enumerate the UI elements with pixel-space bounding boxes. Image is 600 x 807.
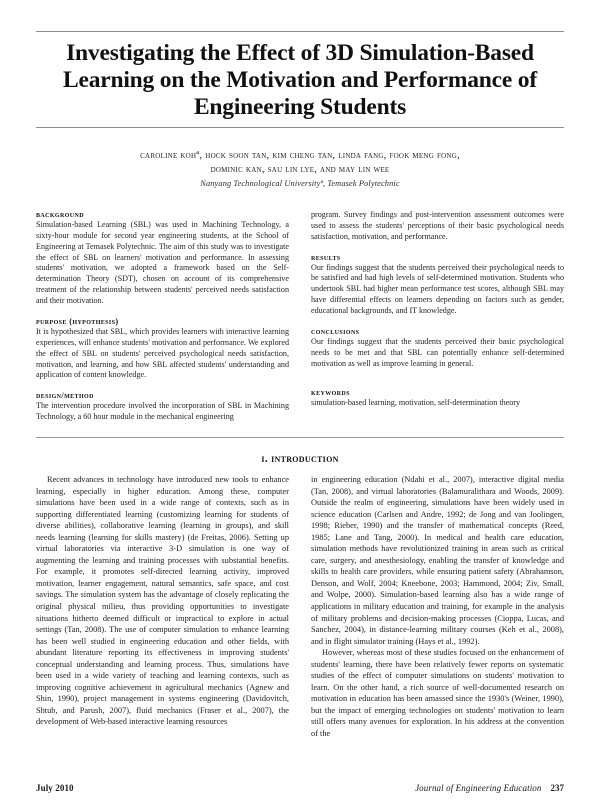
page-title: Investigating the Effect of 3D Simulation-Based Learning on the Motivation and Performance of Engineering Students xyxy=(62,40,537,120)
body-paragraph: However, whereas most of these studies focused on the enhancement of students' learning, there have been relatively fewer reports on systematic studies of the effect of computer simulations on students' motivation to learn. On the other hand, a rich source of well-documented research on motivation in education has been amassed since the 1930's (Weiner, 1990), but the impact of emerging technologies on students' motivation to learn still offers many avenues for exploration. In his address at the convention of the xyxy=(311,648,564,739)
abstract-text-background: Simulation-based Learning (SBL) was used in Machining Technology, a sixty-hour module for second year engineering students, at the School of Engineering at Temasek Polytechnic. The aim of this study was to investigate the effect of SBL on learners' motivation and performance. In assessing students' motivation, we adopted a framework based on the Self-determination Theory (SDT), chosen on account of its comprehensive treatment of the relationship between students' perceived needs satisfaction and their motivation. xyxy=(36,219,289,305)
body-column-left xyxy=(36,474,289,740)
footer-issue-date: July 2010 xyxy=(36,783,74,793)
title-bottom-rule xyxy=(36,127,564,128)
abstract-column-left xyxy=(36,210,289,423)
section-heading-introduction: i. introduction xyxy=(261,453,339,465)
abstract-heading-results: results xyxy=(311,252,341,262)
body-column-right xyxy=(311,474,564,740)
author-line-2: dominic kan, sau lin lye, and may lin wee xyxy=(210,164,390,176)
abstract-heading-purpose: purpose (hypothesis) xyxy=(36,316,119,326)
abstract-text-results: Our findings suggest that the students perceived their psychological needs to be satisfied and had high levels of self-determined motivation. Students who undertook SBL had higher mean performance test scores, although SBL may have differential effects on learners depending on factors such as gender, educational backgrounds, and IT knowledge. xyxy=(311,262,564,315)
author-line-1: caroline kohª, hock soon tan, kim cheng tan, linda fang, fook meng fong, xyxy=(140,150,460,162)
abstract-text-purpose: It is hypothesized that SBL, which provides learners with interactive learning experiences, will enhance students' motivation and performance. We explored the effect of SBL on students' perceived psychological needs satisfaction, motivation, and learning, and how SBL affected students' understanding and application of content knowledge. xyxy=(36,326,289,380)
abstract-heading-background: background xyxy=(36,209,85,219)
body-columns xyxy=(36,474,564,740)
affiliation-line: Nanyang Technological Universityª, Temasek Polytechnic xyxy=(200,178,400,188)
abstract-column-right xyxy=(311,210,564,423)
page-footer xyxy=(36,783,564,793)
body-paragraph: in engineering education (Ndahi et al., 2007), interactive digital media (Tan, 2008), and virtual laboratories (Balamuralithara and Woods, 2009). Outside the realm of engineering, simulations have been widely used in science education (Carlsen and Andre, 1992; de Jong and van Joolingen, 1998; Rieber, 1990) and the transfer of mathematical concepts (Reed, 1985; Lane and Tang, 2000). In medical and health care education, simulation methods have revolutionized training in areas such as critical care, surgery, and anesthesiology, enabling the transfer of knowledge and skills to health care providers, while ensuring patient safety (Abrahamson, Denson, and Wolf, 2004; Kneebone, 2003; Hammond, 2004; Ziv, Small, and Wolpe, 2000). Simulation-based learning also has a wide range of applications in military education and training, for example in the analysis of military problems and decision-making processes (Cioppa, Lucas, and Sanchez, 2004), in distance-learning military courses (Keh et al., 2008), and in flight simulator training (Hays et al., 1992). xyxy=(311,475,564,646)
footer-page-number: 237 xyxy=(550,783,564,793)
abstract-text-design-method: The intervention procedure involved the incorporation of SBL in Machining Technology, a 60 hour module in the mechanical engineering xyxy=(36,401,289,422)
top-rule xyxy=(36,31,564,32)
abstract-text-design-method-continued: program. Survey findings and post-intervention assessment outcomes were used to assess the students' perceptions of their basic psychological needs satisfaction, motivation, and performance. xyxy=(311,209,564,241)
paper-page xyxy=(0,31,600,807)
footer-journal-block xyxy=(415,783,564,793)
abstract-heading-design-method: design/method xyxy=(36,391,94,401)
abstract-heading-conclusions: conclusions xyxy=(311,326,360,336)
abstract-bottom-rule xyxy=(36,437,564,438)
abstract-text-conclusions: Our findings suggest that the students perceived their basic psychological needs to be met and that SBL can potentially enhance self-determined motivation as well as improve learning in general. xyxy=(311,336,564,368)
abstract-heading-keywords: keywords xyxy=(311,387,350,397)
abstract-text-keywords: simulation-based learning, motivation, self-determination theory xyxy=(311,397,521,407)
author-list xyxy=(36,149,564,177)
structured-abstract xyxy=(36,210,564,423)
body-paragraph: Recent advances in technology have introduced new tools to enhance learning, especially in higher education. Among these, computer simulations have been used in a wide range of contexts, such as in supporting differentiated learning (customizing learning for students of diverse abilities), collaborative learning (learning in groups), and skill needs learning (learning for skills mastery) (de Freitas, 2006). Setting up virtual laboratories via interactive 3-D simulation is one way of augmenting the learning and training processes with substantial benefits. For example, it promotes self-directed learning activity, improved motivation, learner engagement, natural semantics, safe space, and cost savings. The simulation system has the advantage of closely replicating the original physical milieu, thus providing opportunities to investigate situations hitherto deemed difficult or impractical to explore in actual settings (Tan, 2008). The use of computer simulation to enhance learning has been well studied in engineering education and other fields, with abundant literature reporting its effectiveness in improving students' conceptual understanding and learning process. Thus, simulations have been used in a wide variety of teaching and learning contexts, such as improving cognitive achievement in agricultural mechanics (Agnew and Shin, 1990), project management in systems engineering (Davidovitch, Shtub, and Parush, 2007), fluid mechanics (Fraser et al., 2007), the development of Web-based interactive learning resources xyxy=(36,475,289,727)
footer-journal-name: Journal of Engineering Education xyxy=(415,783,542,793)
